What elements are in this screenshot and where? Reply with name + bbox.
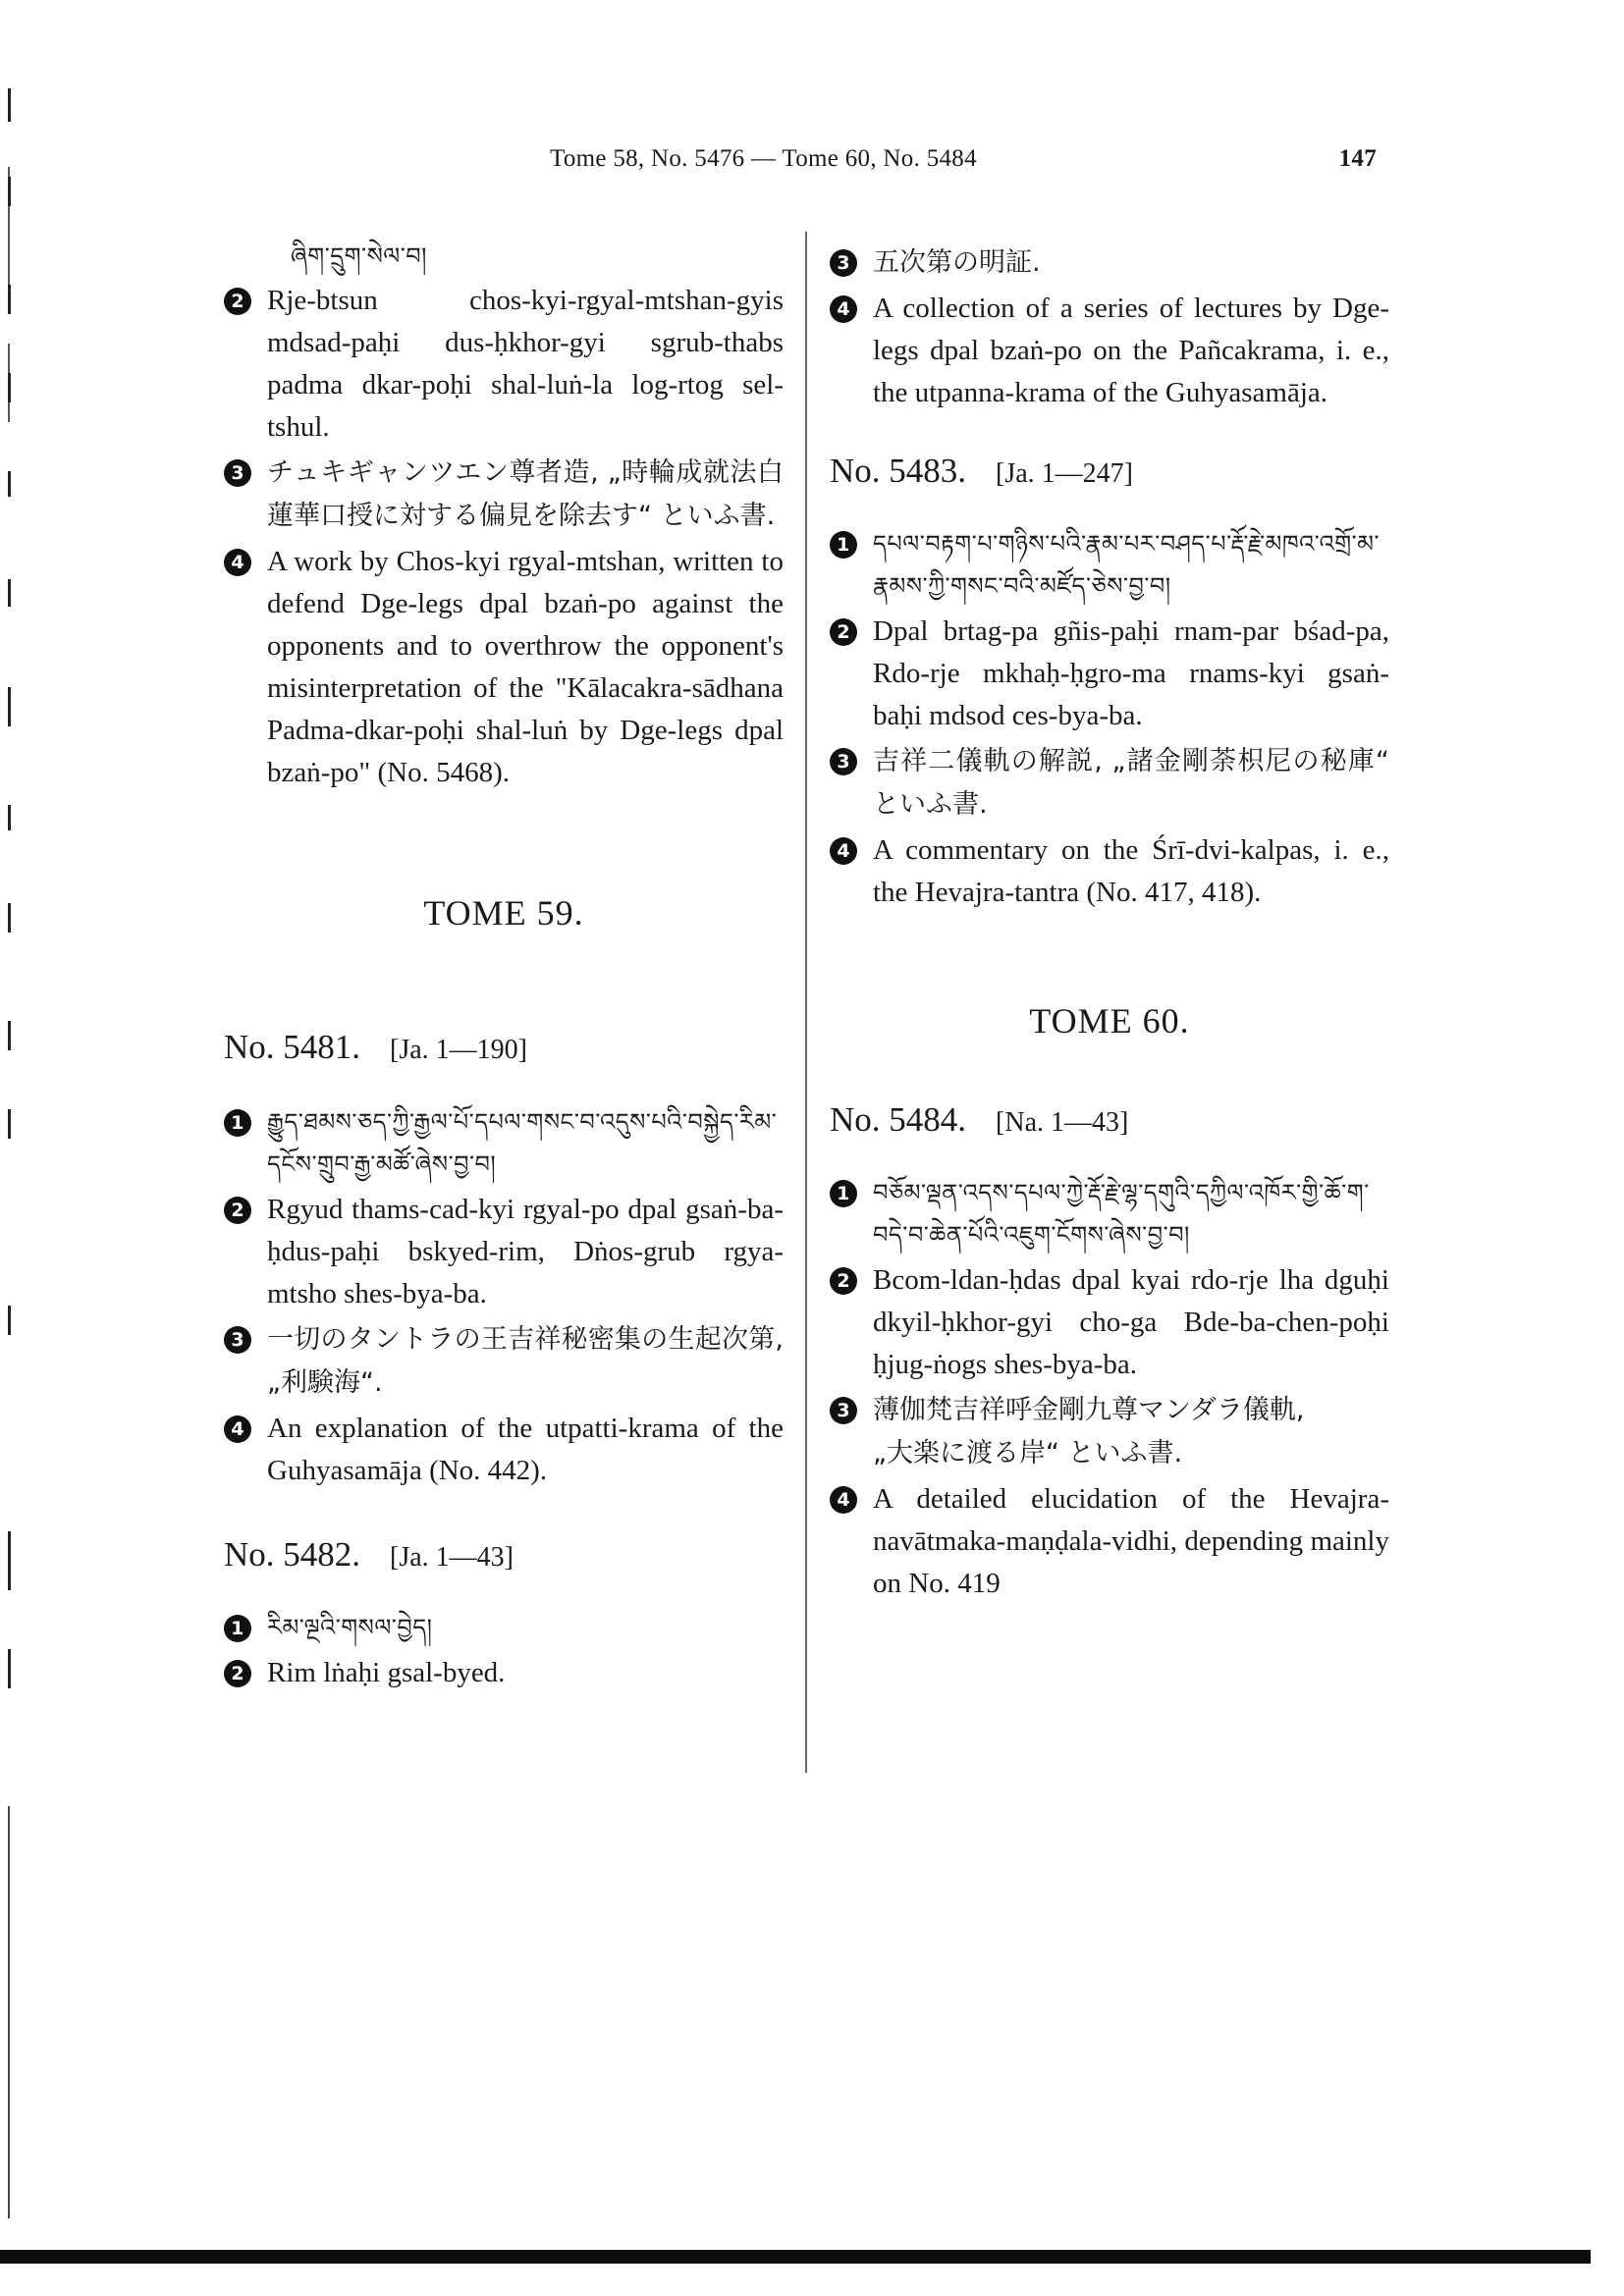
entry-5484-ja-ref: [Na. 1—43] bbox=[996, 1107, 1129, 1138]
tome-59-heading: TOME 59. bbox=[423, 893, 584, 933]
entry-5483-japanese: 3 吉祥二儀軌の解説, „諸金剛荼枳尼の秘庫“ といふ書. bbox=[830, 740, 1389, 827]
marker-3-icon: 3 bbox=[830, 748, 857, 775]
page-bottom-edge bbox=[0, 2250, 1591, 2264]
entry-5484-japanese bbox=[830, 1389, 1389, 1475]
marker-1-icon: 1 bbox=[224, 1615, 251, 1642]
page-number: 147 bbox=[1338, 145, 1377, 172]
entry-5482-number: No. 5482. bbox=[224, 1535, 361, 1574]
continued-tibetan-title: ཞིག་དྲུག་སེལ་བ། bbox=[291, 242, 427, 270]
continued-japanese-title-right: 3 五次第の明証. bbox=[830, 241, 1389, 285]
marker-3-icon: 3 bbox=[224, 1326, 251, 1354]
entry-5484-tibetan: 1 བཅོམ་ལྡན་འདས་དཔལ་ཀྱེ་རྡོ་རྗེ་ལྷ་དགུའི་དཀྱིལ་འཁོར་གྱི་ཆོ་ག་བདེ་བ་ཆེན་པོའི་འཇུག་ངོགས་ཞེས་བྱ་བ། bbox=[830, 1172, 1389, 1256]
entry-5484-number: No. 5484. bbox=[830, 1100, 967, 1139]
entry-5484-romanized: 2 Bcom-ldan-ḥdas dpal kyai rdo-rje lha dguḥi dkyil-ḥkhor-gyi cho-ga Bde-ba-chen-poḥi ḥjug-ṅogs shes-bya-ba. bbox=[830, 1259, 1389, 1386]
marker-4-icon: 4 bbox=[830, 837, 857, 865]
left-column bbox=[224, 236, 784, 1697]
entry-5483-english: 4 A commentary on the Śrī-dvi-kalpas, i. e., the Hevajra-tantra (No. 417, 418). bbox=[830, 829, 1389, 914]
entry-5481-english: 4 An explanation of the utpatti-krama of the Guhyasamāja (No. 442). bbox=[224, 1408, 784, 1492]
entry-5483-ja-ref: [Ja. 1—247] bbox=[996, 458, 1134, 489]
entry-5484-japanese-line-1: 薄伽梵吉祥呼金剛九尊マンダラ儀軌, bbox=[873, 1395, 1305, 1425]
entry-5481-japanese: 3 一切のタントラの王吉祥秘密集の生起次第, „利験海“. bbox=[224, 1318, 784, 1405]
marker-2-icon: 2 bbox=[224, 288, 251, 315]
continued-english-description-right: 4 A collection of a series of lectures by Dge-legs dpal bzaṅ-po on the Pañcakrama, i. e., the utpanna-krama of the Guhyasamāja. bbox=[830, 288, 1389, 414]
entry-5481-romanized: 2 Rgyud thams-cad-kyi rgyal-po dpal gsaṅ-ba-ḥdus-paḥi bskyed-rim, Dṅos-grub rgya-mtsho shes-bya-ba. bbox=[224, 1189, 784, 1315]
entry-5484-japanese-line-2: „大楽に渡る岸“ といふ書. bbox=[873, 1438, 1183, 1468]
entry-5481-number: No. 5481. bbox=[224, 1028, 361, 1066]
entry-5484-english: 4 A detailed elucidation of the Hevajra-navātmaka-maṇḍala-vidhi, depending mainly on No. 419 bbox=[830, 1478, 1389, 1605]
scan-edge-marks bbox=[4, 59, 18, 2248]
entry-5483-heading bbox=[830, 448, 1389, 498]
marker-4-icon: 4 bbox=[830, 1486, 857, 1514]
marker-3-icon: 3 bbox=[830, 249, 857, 277]
marker-4-icon: 4 bbox=[224, 1415, 251, 1443]
marker-1-icon: 1 bbox=[830, 531, 857, 559]
marker-2-icon: 2 bbox=[224, 1197, 251, 1224]
entry-5482-romanized: 2 Rim lṅaḥi gsal-byed. bbox=[224, 1652, 784, 1694]
right-column bbox=[830, 236, 1389, 1608]
marker-3-icon: 3 bbox=[830, 1397, 857, 1424]
marker-3-icon: 3 bbox=[224, 459, 251, 487]
marker-2-icon: 2 bbox=[830, 1267, 857, 1295]
entry-5483-romanized: 2 Dpal brtag-pa gñis-paḥi rnam-par bśad-pa, Rdo-rje mkhaḥ-ḥgro-ma rnams-kyi gsaṅ-baḥi mdsod ces-bya-ba. bbox=[830, 611, 1389, 737]
entry-5484-heading bbox=[830, 1096, 1389, 1147]
marker-4-icon: 4 bbox=[830, 295, 857, 323]
column-divider bbox=[805, 232, 807, 1773]
marker-2-icon: 2 bbox=[830, 618, 857, 646]
entry-5483-number: No. 5483. bbox=[830, 452, 967, 490]
marker-2-icon: 2 bbox=[224, 1660, 251, 1687]
entry-5483-tibetan: 1 དཔལ་བརྟག་པ་གཉིས་པའི་རྣམ་པར་བཤད་པ་རྡོ་རྗེ་མཁའ་འགྲོ་མ་རྣམས་ཀྱི་གསང་བའི་མཛོད་ཅེས་བྱ་བ། bbox=[830, 523, 1389, 608]
continued-english-description: 4 A work by Chos-kyi rgyal-mtshan, written to defend Dge-legs dpal bzaṅ-po against the opponents and to overthrow the opponent's misinterpretation of the "Kālacakra-sādhana Padma-dkar-poḥi shal-luṅ by Dge-legs dpal bzaṅ-po" (No. 5468). bbox=[224, 541, 784, 794]
marker-1-icon: 1 bbox=[224, 1109, 251, 1137]
entry-5481-heading bbox=[224, 1024, 784, 1074]
entry-5481-tibetan: 1 རྒྱུད་ཐམས་ཅད་ཀྱི་རྒྱལ་པོ་དཔལ་གསང་བ་འདུས་པའི་བསྐྱེད་རིམ་དངོས་གྲུབ་རྒྱ་མཚོ་ཞེས་བྱ་བ། bbox=[224, 1101, 784, 1186]
entry-5482-heading bbox=[224, 1531, 784, 1581]
continued-japanese-title: 3 チュキギャンツエン尊者造, „時輪成就法白蓮華口授に対する偏見を除去す“ といふ書. bbox=[224, 452, 784, 538]
entry-5481-ja-ref: [Ja. 1—190] bbox=[390, 1035, 528, 1065]
running-title: Tome 58, No. 5476 — Tome 60, No. 5484 bbox=[550, 145, 977, 172]
tome-60-heading: TOME 60. bbox=[1029, 1001, 1190, 1041]
marker-1-icon: 1 bbox=[830, 1180, 857, 1207]
entry-5482-tibetan: 1 རིམ་ལྔའི་གསལ་བྱེད། bbox=[224, 1607, 784, 1649]
entry-5482-ja-ref: [Ja. 1—43] bbox=[390, 1542, 514, 1573]
continued-romanized-title: 2 Rje-btsun chos-kyi-rgyal-mtshan-gyis mdsad-paḥi dus-ḥkhor-gyi sgrub-thabs padma dkar-poḥi shal-luṅ-la log-rtog sel-tshul. bbox=[224, 280, 784, 449]
marker-4-icon: 4 bbox=[224, 549, 251, 576]
